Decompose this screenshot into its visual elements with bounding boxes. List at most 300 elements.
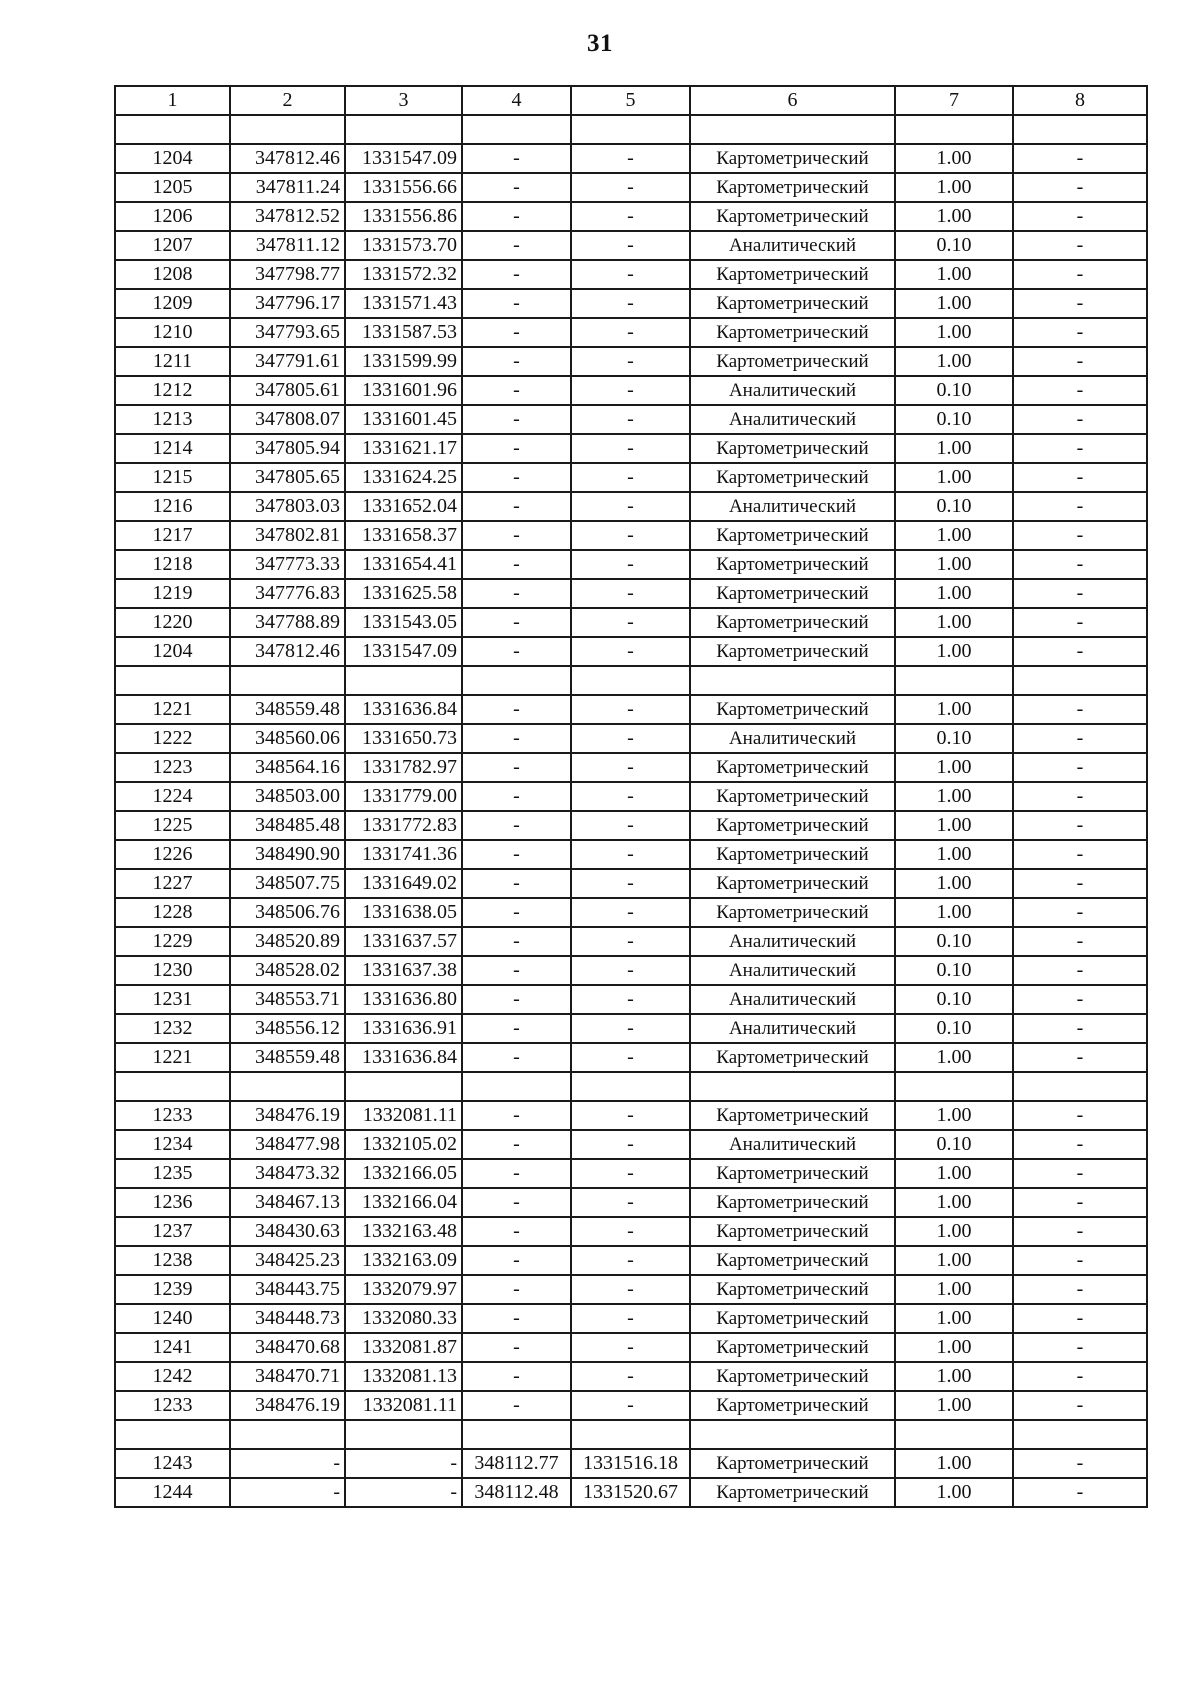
table-cell: 1332163.48 bbox=[345, 1217, 462, 1246]
table-cell: 348560.06 bbox=[230, 724, 345, 753]
table-row bbox=[115, 1333, 1147, 1362]
table-cell: 1239 bbox=[115, 1275, 230, 1304]
table-cell: - bbox=[462, 521, 571, 550]
table-cell: - bbox=[462, 1130, 571, 1159]
table-cell: 348476.19 bbox=[230, 1101, 345, 1130]
table-cell: Картометрический bbox=[690, 579, 895, 608]
table-cell: 1206 bbox=[115, 202, 230, 231]
table-cell: Картометрический bbox=[690, 347, 895, 376]
table-cell: - bbox=[345, 1478, 462, 1507]
table-row bbox=[115, 1217, 1147, 1246]
table-cell: 1331520.67 bbox=[571, 1478, 690, 1507]
table-cell: 0.10 bbox=[895, 927, 1013, 956]
table-cell: - bbox=[1013, 144, 1147, 173]
table-cell: - bbox=[462, 1362, 571, 1391]
table-cell: 1234 bbox=[115, 1130, 230, 1159]
table-cell: 1331547.09 bbox=[345, 144, 462, 173]
table-cell: - bbox=[571, 898, 690, 927]
table-cell: - bbox=[1013, 376, 1147, 405]
table-cell: - bbox=[462, 898, 571, 927]
table-cell: 1.00 bbox=[895, 173, 1013, 202]
header-row bbox=[115, 86, 1147, 115]
table-cell: 1.00 bbox=[895, 289, 1013, 318]
table-row bbox=[115, 1304, 1147, 1333]
table-cell bbox=[571, 1072, 690, 1101]
table-cell: - bbox=[462, 724, 571, 753]
page-number: 31 bbox=[587, 30, 613, 57]
table-cell: 1331599.99 bbox=[345, 347, 462, 376]
table-cell bbox=[1013, 666, 1147, 695]
table-cell: 347805.65 bbox=[230, 463, 345, 492]
table-cell: 1.00 bbox=[895, 318, 1013, 347]
table-cell: 0.10 bbox=[895, 376, 1013, 405]
table-cell: - bbox=[571, 318, 690, 347]
coordinates-table bbox=[114, 85, 1148, 1508]
table-cell: 1332166.05 bbox=[345, 1159, 462, 1188]
table-cell: - bbox=[462, 811, 571, 840]
table-cell: - bbox=[571, 1217, 690, 1246]
table-cell: 347812.52 bbox=[230, 202, 345, 231]
table-cell: 1331658.37 bbox=[345, 521, 462, 550]
table-cell: - bbox=[462, 956, 571, 985]
table-cell: 1208 bbox=[115, 260, 230, 289]
table-cell: 1.00 bbox=[895, 1217, 1013, 1246]
table-cell: 1332081.11 bbox=[345, 1101, 462, 1130]
table-cell: Картометрический bbox=[690, 521, 895, 550]
table-cell: Аналитический bbox=[690, 1014, 895, 1043]
table-cell: 1331654.41 bbox=[345, 550, 462, 579]
table-cell: 347791.61 bbox=[230, 347, 345, 376]
table-cell: 1226 bbox=[115, 840, 230, 869]
table-cell: - bbox=[462, 1333, 571, 1362]
table-row bbox=[115, 1449, 1147, 1478]
table-cell: 347803.03 bbox=[230, 492, 345, 521]
table-cell: 1204 bbox=[115, 637, 230, 666]
table-cell: 348559.48 bbox=[230, 695, 345, 724]
table-row bbox=[115, 289, 1147, 318]
table-cell: 347805.94 bbox=[230, 434, 345, 463]
table-cell: 1331637.38 bbox=[345, 956, 462, 985]
table-cell: 1240 bbox=[115, 1304, 230, 1333]
table-cell: - bbox=[1013, 782, 1147, 811]
table-cell: Картометрический bbox=[690, 898, 895, 927]
table-cell: 348448.73 bbox=[230, 1304, 345, 1333]
table-cell: 348485.48 bbox=[230, 811, 345, 840]
table-cell: - bbox=[462, 1246, 571, 1275]
table-cell: 1225 bbox=[115, 811, 230, 840]
table-cell: Аналитический bbox=[690, 956, 895, 985]
table-row bbox=[115, 550, 1147, 579]
table-cell: 1.00 bbox=[895, 144, 1013, 173]
table-row bbox=[115, 579, 1147, 608]
table-cell: Аналитический bbox=[690, 985, 895, 1014]
table-cell: - bbox=[462, 869, 571, 898]
table-cell: - bbox=[462, 1391, 571, 1420]
column-header: 2 bbox=[230, 86, 345, 115]
table-cell: 348470.71 bbox=[230, 1362, 345, 1391]
table-cell: 347796.17 bbox=[230, 289, 345, 318]
table-cell: 1331637.57 bbox=[345, 927, 462, 956]
table-cell: 1.00 bbox=[895, 550, 1013, 579]
table-cell: - bbox=[1013, 231, 1147, 260]
table-cell: 348503.00 bbox=[230, 782, 345, 811]
table-cell: 1.00 bbox=[895, 637, 1013, 666]
table-cell: 348430.63 bbox=[230, 1217, 345, 1246]
table-cell: 1332163.09 bbox=[345, 1246, 462, 1275]
table-cell: - bbox=[571, 144, 690, 173]
table-cell: - bbox=[462, 173, 571, 202]
table-cell: 1332079.97 bbox=[345, 1275, 462, 1304]
table-cell: - bbox=[571, 782, 690, 811]
table-cell: Картометрический bbox=[690, 1391, 895, 1420]
table-cell: 347811.12 bbox=[230, 231, 345, 260]
table-cell: 1.00 bbox=[895, 811, 1013, 840]
table-cell: - bbox=[571, 608, 690, 637]
table-cell: - bbox=[1013, 811, 1147, 840]
table-cell: - bbox=[1013, 550, 1147, 579]
table-cell bbox=[462, 1072, 571, 1101]
table-cell: - bbox=[1013, 1449, 1147, 1478]
table-row bbox=[115, 869, 1147, 898]
table-cell bbox=[690, 1420, 895, 1449]
table-row bbox=[115, 1072, 1147, 1101]
table-cell: - bbox=[462, 405, 571, 434]
table-cell: 0.10 bbox=[895, 1130, 1013, 1159]
table-cell: - bbox=[462, 637, 571, 666]
table-cell: 1205 bbox=[115, 173, 230, 202]
table-cell: 1331624.25 bbox=[345, 463, 462, 492]
table-cell: 1331636.91 bbox=[345, 1014, 462, 1043]
table-row bbox=[115, 695, 1147, 724]
table-cell: Картометрический bbox=[690, 1159, 895, 1188]
table-cell: 1.00 bbox=[895, 1391, 1013, 1420]
table-cell: Аналитический bbox=[690, 927, 895, 956]
table-cell bbox=[895, 666, 1013, 695]
table-cell bbox=[462, 115, 571, 144]
table-cell: - bbox=[462, 492, 571, 521]
table-row bbox=[115, 376, 1147, 405]
table-cell: - bbox=[571, 869, 690, 898]
table-cell bbox=[690, 115, 895, 144]
table-cell: - bbox=[462, 1275, 571, 1304]
table-cell: - bbox=[462, 695, 571, 724]
table-cell: 1331556.66 bbox=[345, 173, 462, 202]
table-cell: 1231 bbox=[115, 985, 230, 1014]
table-cell: 1224 bbox=[115, 782, 230, 811]
table-cell bbox=[230, 1072, 345, 1101]
table-cell: - bbox=[462, 753, 571, 782]
table-cell: - bbox=[571, 811, 690, 840]
table-cell: 347812.46 bbox=[230, 144, 345, 173]
table-cell: 348507.75 bbox=[230, 869, 345, 898]
table-cell: - bbox=[1013, 434, 1147, 463]
table-cell: 0.10 bbox=[895, 985, 1013, 1014]
table-cell: - bbox=[571, 1391, 690, 1420]
table-cell: 1220 bbox=[115, 608, 230, 637]
table-cell: - bbox=[571, 1246, 690, 1275]
table-cell: - bbox=[571, 1275, 690, 1304]
table-cell: Картометрический bbox=[690, 869, 895, 898]
table-cell: 1331601.45 bbox=[345, 405, 462, 434]
table-cell: - bbox=[1013, 1478, 1147, 1507]
table-cell: 1210 bbox=[115, 318, 230, 347]
table-cell: 1331782.97 bbox=[345, 753, 462, 782]
table-row bbox=[115, 463, 1147, 492]
table-cell: - bbox=[230, 1478, 345, 1507]
table-cell: 1227 bbox=[115, 869, 230, 898]
table-cell: - bbox=[462, 840, 571, 869]
table-cell: 1332081.13 bbox=[345, 1362, 462, 1391]
table-row bbox=[115, 434, 1147, 463]
table-cell bbox=[462, 666, 571, 695]
table-cell: - bbox=[571, 1130, 690, 1159]
table-cell: - bbox=[571, 347, 690, 376]
table-row bbox=[115, 1101, 1147, 1130]
table-cell: - bbox=[462, 463, 571, 492]
table-cell: 1.00 bbox=[895, 1362, 1013, 1391]
table-cell: - bbox=[230, 1449, 345, 1478]
table-row bbox=[115, 492, 1147, 521]
table-cell: - bbox=[462, 579, 571, 608]
table-cell: - bbox=[462, 1217, 571, 1246]
table-cell: 1.00 bbox=[895, 202, 1013, 231]
table-cell: - bbox=[462, 927, 571, 956]
table-cell bbox=[345, 1072, 462, 1101]
table-cell: 1331779.00 bbox=[345, 782, 462, 811]
table-cell: 1.00 bbox=[895, 1043, 1013, 1072]
table-cell: - bbox=[571, 579, 690, 608]
table-cell: - bbox=[1013, 1304, 1147, 1333]
table-cell: 348112.48 bbox=[462, 1478, 571, 1507]
table-cell: - bbox=[571, 405, 690, 434]
table-cell bbox=[462, 1420, 571, 1449]
table-cell: - bbox=[1013, 202, 1147, 231]
table-cell: - bbox=[1013, 927, 1147, 956]
table-cell: 348425.23 bbox=[230, 1246, 345, 1275]
table-cell: 1204 bbox=[115, 144, 230, 173]
table-cell: 1.00 bbox=[895, 1275, 1013, 1304]
table-cell: 1222 bbox=[115, 724, 230, 753]
table-cell: 1221 bbox=[115, 695, 230, 724]
table-cell: - bbox=[1013, 1362, 1147, 1391]
table-cell: - bbox=[1013, 173, 1147, 202]
table-cell: 1.00 bbox=[895, 1188, 1013, 1217]
table-cell: 1.00 bbox=[895, 521, 1013, 550]
table-cell: Картометрический bbox=[690, 202, 895, 231]
table-cell: 1215 bbox=[115, 463, 230, 492]
table-cell: - bbox=[1013, 318, 1147, 347]
table-cell: 1331652.04 bbox=[345, 492, 462, 521]
table-cell: Картометрический bbox=[690, 1217, 895, 1246]
table-cell bbox=[345, 666, 462, 695]
table-cell: - bbox=[571, 637, 690, 666]
table-cell: - bbox=[1013, 347, 1147, 376]
table-cell: Картометрический bbox=[690, 753, 895, 782]
table-cell: 1.00 bbox=[895, 869, 1013, 898]
table-cell: 1228 bbox=[115, 898, 230, 927]
table-row bbox=[115, 1391, 1147, 1420]
table-cell: - bbox=[462, 1043, 571, 1072]
table-cell: 348443.75 bbox=[230, 1275, 345, 1304]
table-cell: - bbox=[571, 695, 690, 724]
table-cell: - bbox=[1013, 1333, 1147, 1362]
table-cell: Картометрический bbox=[690, 695, 895, 724]
table-cell: - bbox=[1013, 1275, 1147, 1304]
table-cell: 0.10 bbox=[895, 492, 1013, 521]
table-cell: - bbox=[1013, 1391, 1147, 1420]
table-cell: - bbox=[1013, 1043, 1147, 1072]
table-cell: 1.00 bbox=[895, 1478, 1013, 1507]
table-cell: Картометрический bbox=[690, 811, 895, 840]
table-cell: - bbox=[462, 608, 571, 637]
table-cell: - bbox=[462, 376, 571, 405]
table-row bbox=[115, 898, 1147, 927]
table-cell: Картометрический bbox=[690, 1188, 895, 1217]
table-cell: 1230 bbox=[115, 956, 230, 985]
table-cell: - bbox=[462, 144, 571, 173]
table-cell: 1331741.36 bbox=[345, 840, 462, 869]
table-cell: 1238 bbox=[115, 1246, 230, 1275]
table-cell: 1331649.02 bbox=[345, 869, 462, 898]
table-cell: 1243 bbox=[115, 1449, 230, 1478]
column-header: 6 bbox=[690, 86, 895, 115]
table-row bbox=[115, 405, 1147, 434]
table-cell: - bbox=[462, 231, 571, 260]
table-cell: - bbox=[571, 956, 690, 985]
table-cell: 1.00 bbox=[895, 608, 1013, 637]
table-cell: - bbox=[1013, 289, 1147, 318]
table-cell: 1.00 bbox=[895, 463, 1013, 492]
table-cell: Картометрический bbox=[690, 1449, 895, 1478]
table-cell: - bbox=[1013, 1014, 1147, 1043]
table-cell: 348506.76 bbox=[230, 898, 345, 927]
table-cell: - bbox=[462, 1159, 571, 1188]
table-row bbox=[115, 956, 1147, 985]
table-cell: - bbox=[1013, 1188, 1147, 1217]
table-cell: Картометрический bbox=[690, 1275, 895, 1304]
table-cell: Картометрический bbox=[690, 260, 895, 289]
table-cell: 1229 bbox=[115, 927, 230, 956]
table-cell: Картометрический bbox=[690, 173, 895, 202]
table-row bbox=[115, 347, 1147, 376]
table-cell bbox=[571, 115, 690, 144]
table-cell: Картометрический bbox=[690, 144, 895, 173]
table-cell: 1331636.84 bbox=[345, 695, 462, 724]
table-cell: - bbox=[1013, 521, 1147, 550]
table-cell bbox=[571, 1420, 690, 1449]
table-cell: - bbox=[571, 927, 690, 956]
table-cell: 1223 bbox=[115, 753, 230, 782]
table-cell: 348520.89 bbox=[230, 927, 345, 956]
table-cell: - bbox=[1013, 840, 1147, 869]
table-cell: - bbox=[571, 376, 690, 405]
table-cell: - bbox=[1013, 463, 1147, 492]
table-cell: 1.00 bbox=[895, 1449, 1013, 1478]
table-cell: 1207 bbox=[115, 231, 230, 260]
table-row bbox=[115, 1043, 1147, 1072]
table-cell bbox=[571, 666, 690, 695]
table-cell: - bbox=[1013, 405, 1147, 434]
table-cell: 1331571.43 bbox=[345, 289, 462, 318]
table-cell: - bbox=[571, 1159, 690, 1188]
table-cell: - bbox=[571, 840, 690, 869]
table-cell: - bbox=[462, 260, 571, 289]
table-cell: - bbox=[1013, 1217, 1147, 1246]
table-cell: 1331650.73 bbox=[345, 724, 462, 753]
table-cell: 348559.48 bbox=[230, 1043, 345, 1072]
table-row bbox=[115, 1275, 1147, 1304]
table-cell: 347776.83 bbox=[230, 579, 345, 608]
table-cell: Картометрический bbox=[690, 318, 895, 347]
table-cell bbox=[115, 1420, 230, 1449]
table-cell: 1.00 bbox=[895, 1101, 1013, 1130]
table-cell: - bbox=[462, 782, 571, 811]
table-row bbox=[115, 521, 1147, 550]
table-cell: - bbox=[462, 202, 571, 231]
table-cell: 1.00 bbox=[895, 898, 1013, 927]
table-cell: 1.00 bbox=[895, 347, 1013, 376]
table-cell: 347808.07 bbox=[230, 405, 345, 434]
table-cell: Аналитический bbox=[690, 405, 895, 434]
table-cell: Картометрический bbox=[690, 1043, 895, 1072]
table-row bbox=[115, 811, 1147, 840]
table-cell: 1.00 bbox=[895, 579, 1013, 608]
table-cell: Картометрический bbox=[690, 463, 895, 492]
table-cell: 1214 bbox=[115, 434, 230, 463]
column-header: 8 bbox=[1013, 86, 1147, 115]
table-cell: 348553.71 bbox=[230, 985, 345, 1014]
table-cell: - bbox=[571, 1014, 690, 1043]
table-cell: - bbox=[571, 231, 690, 260]
table-cell: - bbox=[1013, 492, 1147, 521]
column-header: 4 bbox=[462, 86, 571, 115]
table-cell: 1.00 bbox=[895, 1159, 1013, 1188]
table-cell: 1237 bbox=[115, 1217, 230, 1246]
table-cell: 1331601.96 bbox=[345, 376, 462, 405]
table-cell: - bbox=[462, 347, 571, 376]
table-row bbox=[115, 927, 1147, 956]
table-cell: - bbox=[462, 434, 571, 463]
table-cell: 1236 bbox=[115, 1188, 230, 1217]
table-cell: 1331573.70 bbox=[345, 231, 462, 260]
table-cell: 1211 bbox=[115, 347, 230, 376]
table-cell: - bbox=[1013, 1130, 1147, 1159]
table-cell bbox=[895, 1072, 1013, 1101]
table-cell bbox=[115, 115, 230, 144]
table-cell: - bbox=[571, 173, 690, 202]
table-body bbox=[115, 86, 1147, 1507]
table-cell bbox=[895, 115, 1013, 144]
table-row bbox=[115, 1159, 1147, 1188]
table-cell: - bbox=[1013, 1101, 1147, 1130]
table-row bbox=[115, 231, 1147, 260]
table-row bbox=[115, 318, 1147, 347]
table-cell: 1212 bbox=[115, 376, 230, 405]
table-cell: 1232 bbox=[115, 1014, 230, 1043]
table-cell: - bbox=[571, 753, 690, 782]
table-row bbox=[115, 115, 1147, 144]
table-cell: 1331547.09 bbox=[345, 637, 462, 666]
table-cell: 1332166.04 bbox=[345, 1188, 462, 1217]
table-cell: 1219 bbox=[115, 579, 230, 608]
table-cell: 1331572.32 bbox=[345, 260, 462, 289]
table-cell: 1332081.87 bbox=[345, 1333, 462, 1362]
table-row bbox=[115, 202, 1147, 231]
table-cell: 1233 bbox=[115, 1391, 230, 1420]
table-cell bbox=[345, 1420, 462, 1449]
table-cell: Картометрический bbox=[690, 434, 895, 463]
table-cell: 347773.33 bbox=[230, 550, 345, 579]
